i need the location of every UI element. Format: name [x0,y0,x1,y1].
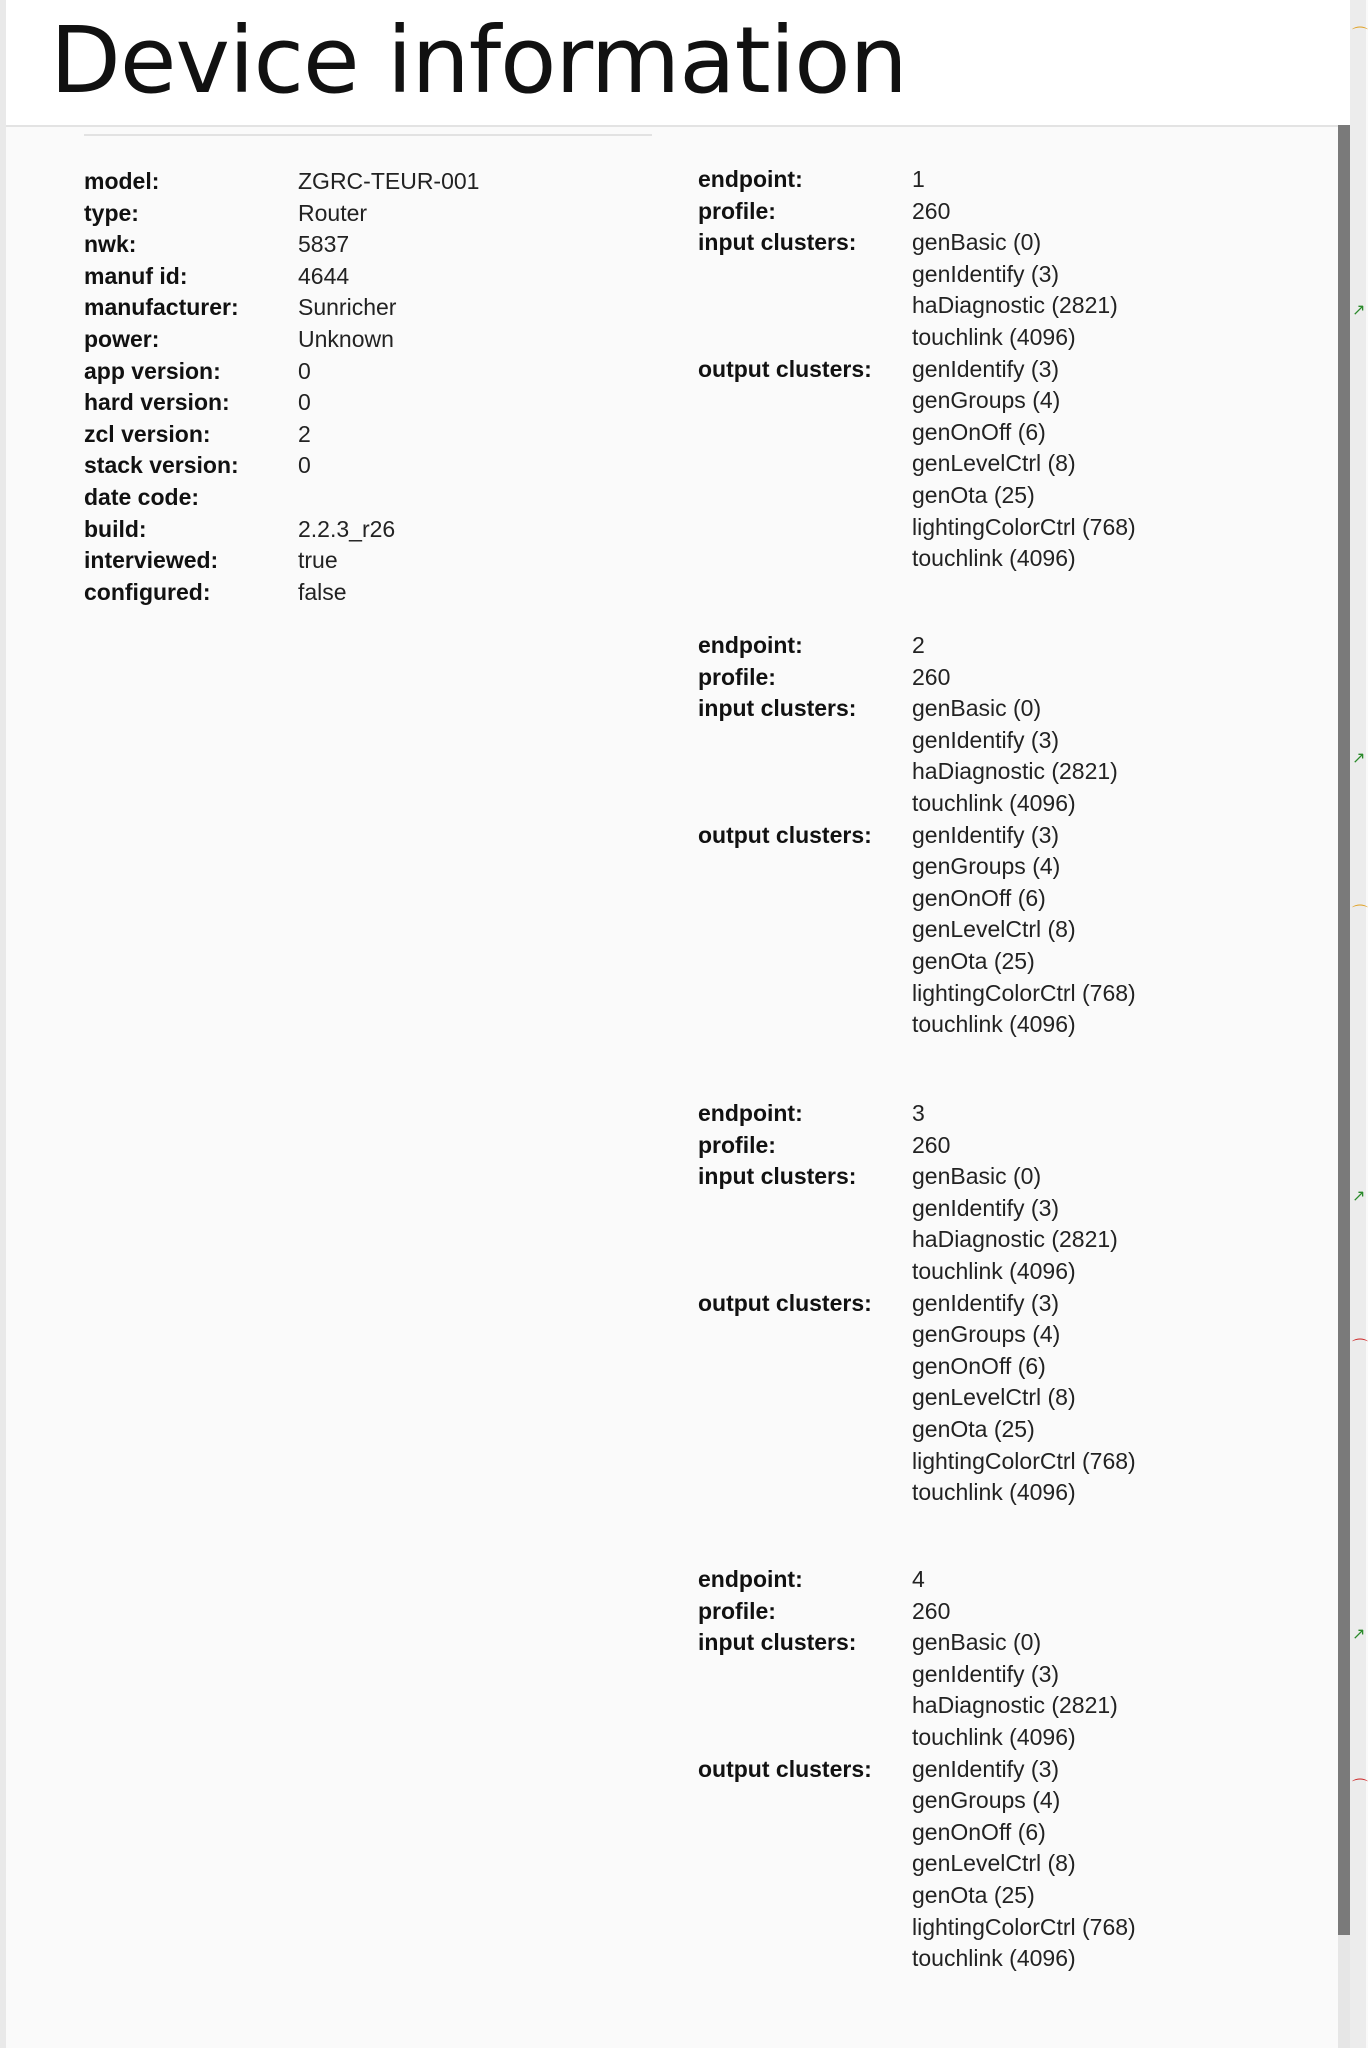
endpoint-row [698,662,1136,694]
cluster-item: lightingColorCtrl (768) [912,1447,1136,1474]
dialog-header [6,0,1350,127]
endpoint-row [698,1627,1136,1753]
endpoint-field-value: 2 [912,632,925,658]
endpoint-row [698,630,1136,662]
info-value: true [298,547,338,574]
cluster-item: genGroups (4) [912,1321,1061,1348]
endpoint-table [698,1564,1136,1975]
endpoint-field-value: 260 [912,1597,951,1624]
endpoint-field-label: profile: [698,197,776,224]
device-information-dialog [6,0,1350,2048]
cluster-item: genIdentify (3) [912,1194,1060,1221]
cluster-item: genIdentify (3) [912,355,1060,382]
info-label: app version: [84,357,221,384]
cluster-item: genGroups (4) [912,387,1061,414]
cluster-item: genOnOff (6) [912,1818,1046,1845]
cluster-item: genOnOff (6) [912,884,1046,911]
info-label: configured: [84,578,211,605]
info-label: power: [84,325,160,352]
info-value: ZGRC-TEUR-001 [298,168,480,194]
endpoint-field-label: profile: [698,1131,776,1158]
info-label: date code: [84,483,200,510]
info-row [84,166,479,198]
info-value: false [298,578,347,605]
cluster-item: lightingColorCtrl (768) [912,979,1136,1006]
cluster-item: genIdentify (3) [912,1660,1060,1687]
input-clusters-list [912,1161,1136,1287]
endpoint-field-value: 260 [912,663,951,690]
output-clusters-list [912,820,1136,1041]
background-status-icon: ⌒ [1352,1777,1368,1796]
info-row [84,324,479,356]
endpoint-row [698,1596,1136,1628]
endpoint-row [698,1161,1136,1287]
info-value: 0 [298,357,311,384]
output-clusters-list [912,1288,1136,1509]
info-value: 2 [298,420,311,447]
info-label: interviewed: [84,547,219,574]
cluster-item: touchlink (4096) [912,1945,1076,1972]
cluster-item: touchlink (4096) [912,545,1076,572]
cluster-item: touchlink (4096) [912,1011,1076,1038]
cluster-item: genBasic (0) [912,1629,1042,1656]
endpoint-field-label: endpoint: [698,1100,803,1126]
info-row [84,514,479,546]
input-clusters-list [912,1627,1136,1753]
background-status-icon: ⌒ [1352,903,1368,922]
info-row [84,482,479,514]
cluster-item: genIdentify (3) [912,1289,1060,1316]
cluster-item: genBasic (0) [912,1163,1042,1190]
endpoint-field-label: input clusters: [698,1629,857,1656]
cluster-item: genOnOff (6) [912,418,1046,445]
background-status-icon: ⌒ [1352,25,1368,44]
endpoint-field-value: 3 [912,1100,925,1126]
cluster-item: genBasic (0) [912,229,1042,256]
endpoint-field-label: output clusters: [698,1289,872,1316]
background-status-icon: ↗ [1352,1186,1366,1205]
endpoint-field-label: profile: [698,1597,776,1624]
endpoint-field-label: endpoint: [698,166,803,192]
cluster-item: genIdentify (3) [912,1755,1060,1782]
cluster-item: haDiagnostic (2821) [912,1226,1118,1253]
endpoint-field-label: endpoint: [698,632,803,658]
background-status-icon: ↗ [1352,300,1366,319]
endpoint-field-value: 260 [912,1131,951,1158]
info-value: 4644 [298,262,350,289]
cluster-item: genIdentify (3) [912,821,1060,848]
endpoint-field-label: output clusters: [698,821,872,848]
cluster-item: genOta (25) [912,1415,1035,1442]
info-row [84,577,479,609]
endpoint-table [698,630,1136,1041]
info-label: build: [84,515,147,542]
endpoint-row [698,693,1136,819]
output-clusters-list [912,354,1136,575]
endpoint-row [698,196,1136,228]
cluster-item: genLevelCtrl (8) [912,450,1076,477]
endpoint-row [698,1288,1136,1509]
cluster-item: genIdentify (3) [912,260,1060,287]
endpoint-field-label: profile: [698,663,776,690]
info-value: 0 [298,389,311,416]
info-row [84,387,479,419]
cluster-item: genLevelCtrl (8) [912,1850,1076,1877]
endpoint-row [698,354,1136,575]
info-label: manufacturer: [84,294,239,321]
input-clusters-list [912,693,1136,819]
info-label: manuf id: [84,262,188,289]
cluster-item: genLevelCtrl (8) [912,1384,1076,1411]
endpoint-field-label: input clusters: [698,229,857,256]
device-info-table [84,166,479,608]
cluster-item: touchlink (4096) [912,1723,1076,1750]
endpoint-row [698,227,1136,353]
endpoint-row [698,820,1136,1041]
cluster-item: genOta (25) [912,1881,1035,1908]
info-row [84,198,479,230]
cluster-item: touchlink (4096) [912,1257,1076,1284]
cluster-item: genGroups (4) [912,1787,1061,1814]
cluster-item: haDiagnostic (2821) [912,292,1118,319]
info-label: nwk: [84,231,137,258]
info-row [84,450,479,482]
cluster-item: lightingColorCtrl (768) [912,513,1136,540]
info-value: Sunricher [298,294,397,321]
input-clusters-list [912,227,1136,353]
dialog-title: Device information [50,7,907,114]
output-clusters-list [912,1754,1136,1975]
info-row [84,229,479,261]
background-status-icon: ↗ [1352,1624,1366,1643]
endpoint-row [698,164,1136,196]
endpoint-row [698,1130,1136,1162]
info-row [84,545,479,577]
info-label: type: [84,199,139,226]
endpoint-row [698,1564,1136,1596]
info-row [84,261,479,293]
endpoint-table [698,1098,1136,1509]
info-row [84,292,479,324]
endpoint-field-value: 260 [912,197,951,224]
scrollbar-thumb[interactable] [1338,125,1350,1935]
endpoint-field-label: output clusters: [698,1755,872,1782]
background-page-right [1350,0,1366,2048]
cluster-item: touchlink (4096) [912,1479,1076,1506]
info-label: model: [84,168,160,194]
info-value: Router [298,199,368,226]
background-status-icon: ↗ [1352,748,1366,767]
info-row [84,356,479,388]
endpoint-row [698,1754,1136,1975]
info-value: 5837 [298,231,350,258]
cluster-item: touchlink (4096) [912,323,1076,350]
cluster-item: haDiagnostic (2821) [912,758,1118,785]
info-value [298,482,479,514]
info-value: Unknown [298,325,394,352]
endpoint-field-label: input clusters: [698,695,857,722]
cluster-item: genOta (25) [912,947,1035,974]
background-status-icon: ⌒ [1352,1337,1368,1356]
info-value: 2.2.3_r26 [298,515,396,542]
endpoint-row [698,1098,1136,1130]
cluster-item: genOnOff (6) [912,1352,1046,1379]
info-label: hard version: [84,389,230,416]
info-value: 0 [298,452,311,479]
endpoint-field-label: output clusters: [698,355,872,382]
endpoint-table [698,164,1136,575]
cluster-item: genLevelCtrl (8) [912,916,1076,943]
endpoint-field-label: endpoint: [698,1566,803,1592]
info-label: zcl version: [84,420,211,447]
divider [84,134,652,136]
endpoint-field-value: 4 [912,1566,925,1592]
cluster-item: genBasic (0) [912,695,1042,722]
cluster-item: lightingColorCtrl (768) [912,1913,1136,1940]
cluster-item: touchlink (4096) [912,789,1076,816]
endpoint-field-label: input clusters: [698,1163,857,1190]
endpoint-field-value: 1 [912,166,925,192]
info-label: stack version: [84,452,239,479]
info-row [84,419,479,451]
cluster-item: genOta (25) [912,481,1035,508]
cluster-item: genGroups (4) [912,853,1061,880]
cluster-item: haDiagnostic (2821) [912,1692,1118,1719]
cluster-item: genIdentify (3) [912,726,1060,753]
